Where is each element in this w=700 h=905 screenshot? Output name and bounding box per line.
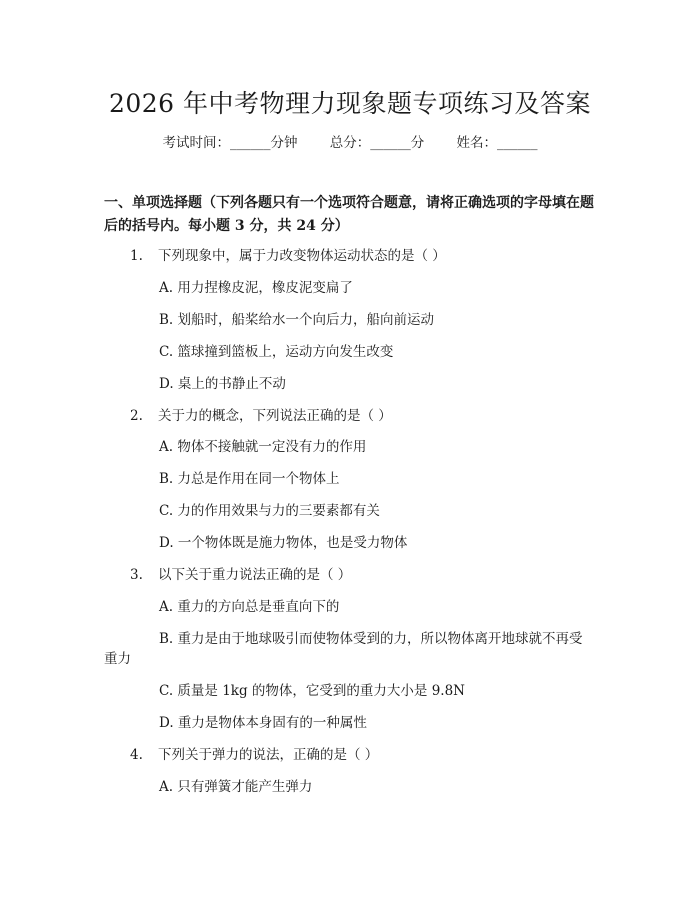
question-number: 4. xyxy=(130,747,143,763)
question-number: 1. xyxy=(130,248,143,264)
student-name-field: 姓名：______ xyxy=(456,135,538,151)
q1-option-c: C. 篮球撞到篮板上，运动方向发生改变 xyxy=(159,344,394,360)
q3-option-b-continuation: 重力 xyxy=(104,651,131,667)
question-3 xyxy=(130,563,351,583)
q2-option-b: B. 力总是作用在同一个物体上 xyxy=(159,471,340,487)
q1-option-d: D. 桌上的书静止不动 xyxy=(159,376,286,392)
question-number: 3. xyxy=(130,567,143,583)
question-text: 以下关于重力说法正确的是（ ） xyxy=(158,567,352,583)
question-text: 下列现象中，属于力改变物体运动状态的是（ ） xyxy=(158,248,446,264)
q1-option-b: B. 划船时，船桨给水一个向后力，船向前运动 xyxy=(159,312,435,328)
question-text: 下列关于弹力的说法，正确的是（ ） xyxy=(158,747,379,763)
q2-option-c: C. 力的作用效果与力的三要素都有关 xyxy=(159,503,380,519)
page-title: 2026 年中考物理力现象题专项练习及答案 xyxy=(108,89,592,118)
q3-option-d: D. 重力是物体本身固有的一种属性 xyxy=(159,715,367,731)
q3-option-b: B. 重力是由于地球吸引而使物体受到的力，所以物体离开地球就不再受 xyxy=(159,631,583,647)
question-1 xyxy=(130,244,446,264)
q4-option-a: A. 只有弹簧才能产生弹力 xyxy=(159,779,313,795)
exam-time-field: 考试时间：______分钟 xyxy=(162,135,298,151)
q3-option-a: A. 重力的方向总是垂直向下的 xyxy=(159,599,340,615)
question-4 xyxy=(130,743,378,763)
question-number: 2. xyxy=(130,408,143,424)
total-score-field: 总分：______分 xyxy=(329,135,425,151)
exam-info-row xyxy=(0,131,700,151)
q2-option-a: A. 物体不接触就一定没有力的作用 xyxy=(159,439,367,455)
question-2 xyxy=(130,404,392,424)
q2-option-d: D. 一个物体既是施力物体，也是受力物体 xyxy=(159,535,408,551)
q3-option-c: C. 质量是 1kg 的物体，它受到的重力大小是 9.8N xyxy=(159,683,465,699)
question-text: 关于力的概念，下列说法正确的是（ ） xyxy=(158,408,392,424)
q1-option-a: A. 用力捏橡皮泥，橡皮泥变扁了 xyxy=(159,280,353,296)
section-heading: 一、单项选择题（下列各题只有一个选项符合题意，请将正确选项的字母填在题后的括号内。每小题 3 分，共 24 分） xyxy=(104,195,594,234)
